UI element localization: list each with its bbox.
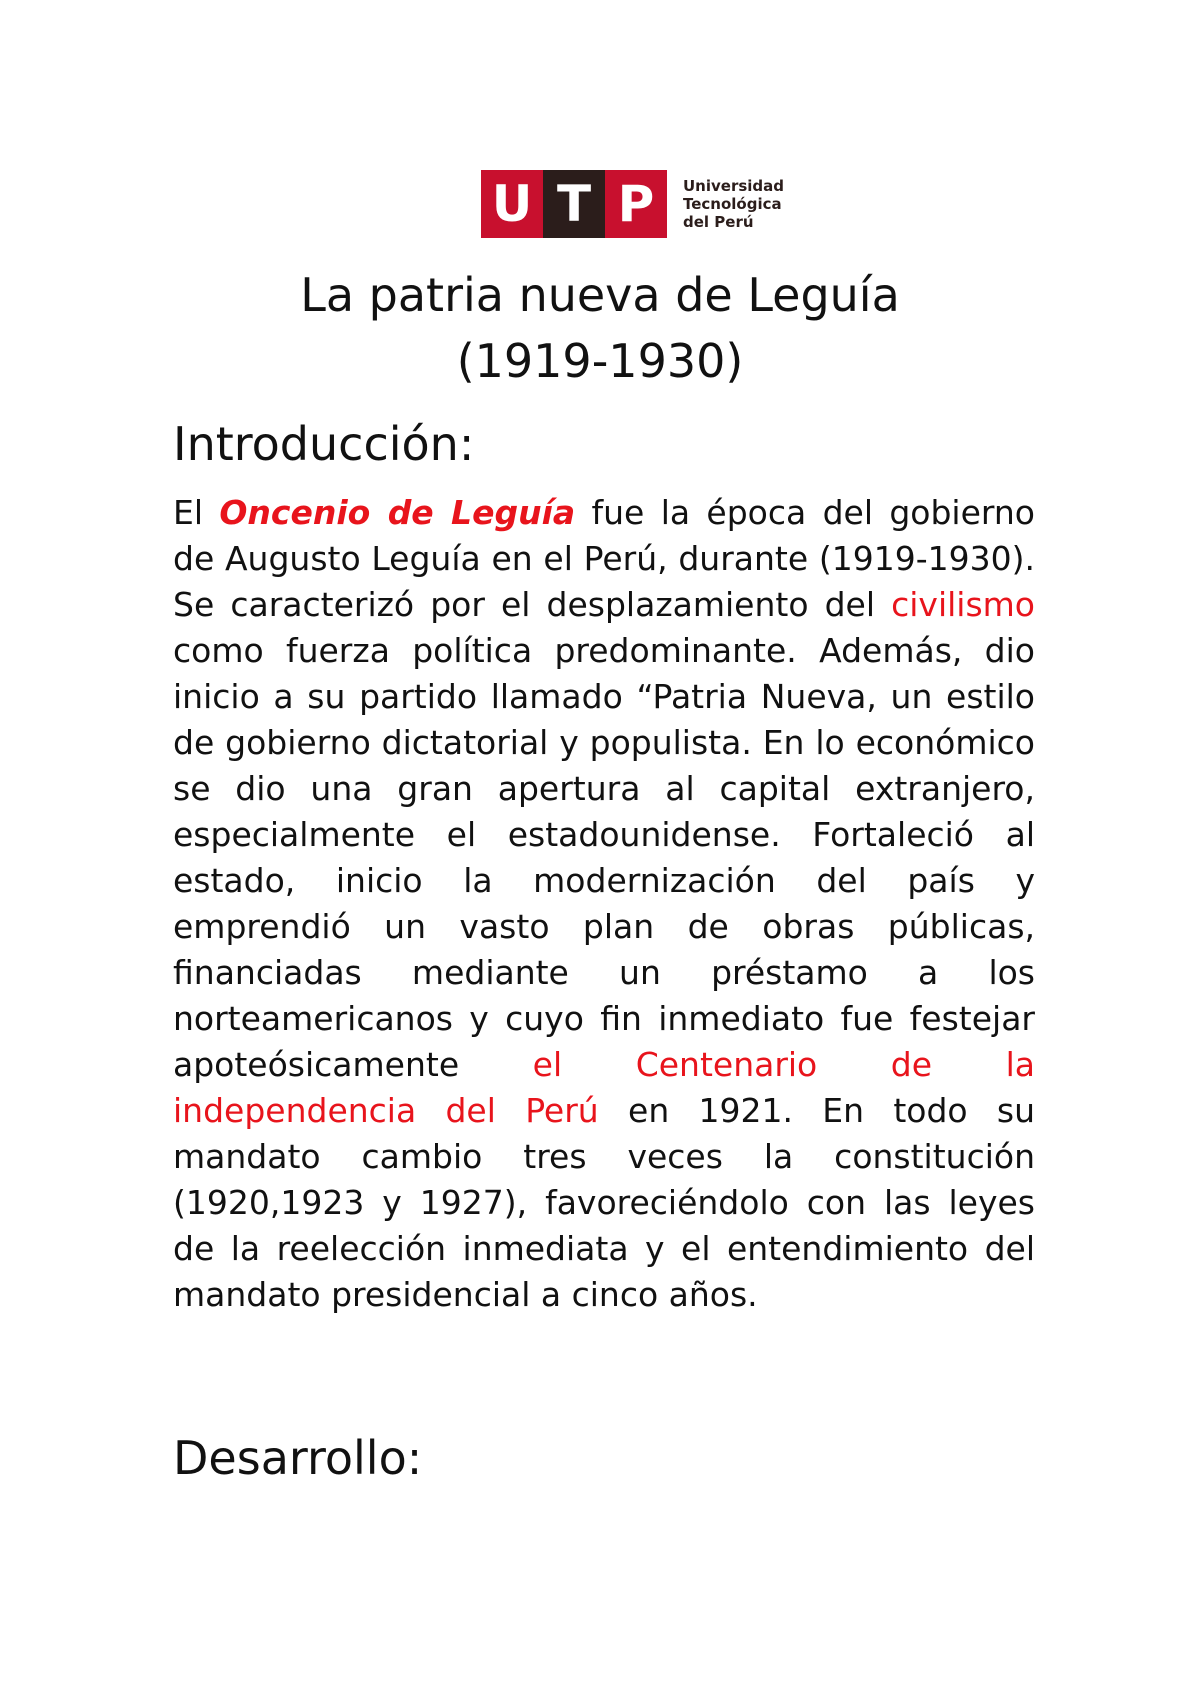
intro-text-part-2: como fuerza política predominante. Además, dio inicio a su partido llamado “Patria Nueva, un estilo de gobierno dictatorial y populista. En lo económico se dio una gran apertura al capital extranjero, especialmente el estadounidense. Fortaleció al estado, inicio la modernización del país y emprendió un vasto plan de obras públicas, financiadas mediante un préstamo a los norteamericanos y cuyo fin inmediato fue festejar apoteósicamente (173, 631, 1035, 1084)
logo-letter-p: P (605, 170, 667, 238)
intro-text-part-3: en 1921. En todo su mandato cambio tres veces la constitución (1920,1923 y 1927), favoreciéndolo con las leyes de la reelección inmediata y el entendimiento del mandato presidencial a cinco años. (173, 1091, 1036, 1314)
intro-paragraph (173, 490, 1035, 1318)
intro-text-el: El (173, 493, 220, 532)
logo-wordmark (683, 177, 784, 231)
intro-text-part-1: fue la época del gobierno de Augusto Leguía en el Perú, durante (1919-1930). Se caracterizó por el desplazamiento del (173, 493, 1035, 624)
logo-line-2: Tecnológica (683, 195, 782, 213)
title-line-2: (1919-1930) (456, 334, 744, 388)
highlight-oncenio: Oncenio de Leguía (219, 493, 576, 532)
logo-letter-u: U (481, 170, 543, 238)
highlight-centenario: el Centenario de la independencia del Perú (173, 1045, 1035, 1130)
document-title (0, 262, 1200, 394)
title-line-1: La patria nueva de Leguía (300, 268, 900, 322)
intro-heading: Introducción: (173, 417, 475, 471)
utp-logo (481, 170, 784, 238)
logo-line-3: del Perú (683, 213, 754, 231)
logo-letter-t: T (543, 170, 605, 238)
logo-line-1: Universidad (683, 177, 785, 195)
highlight-civilismo: civilismo (891, 585, 1035, 624)
development-heading: Desarrollo: (173, 1431, 423, 1485)
